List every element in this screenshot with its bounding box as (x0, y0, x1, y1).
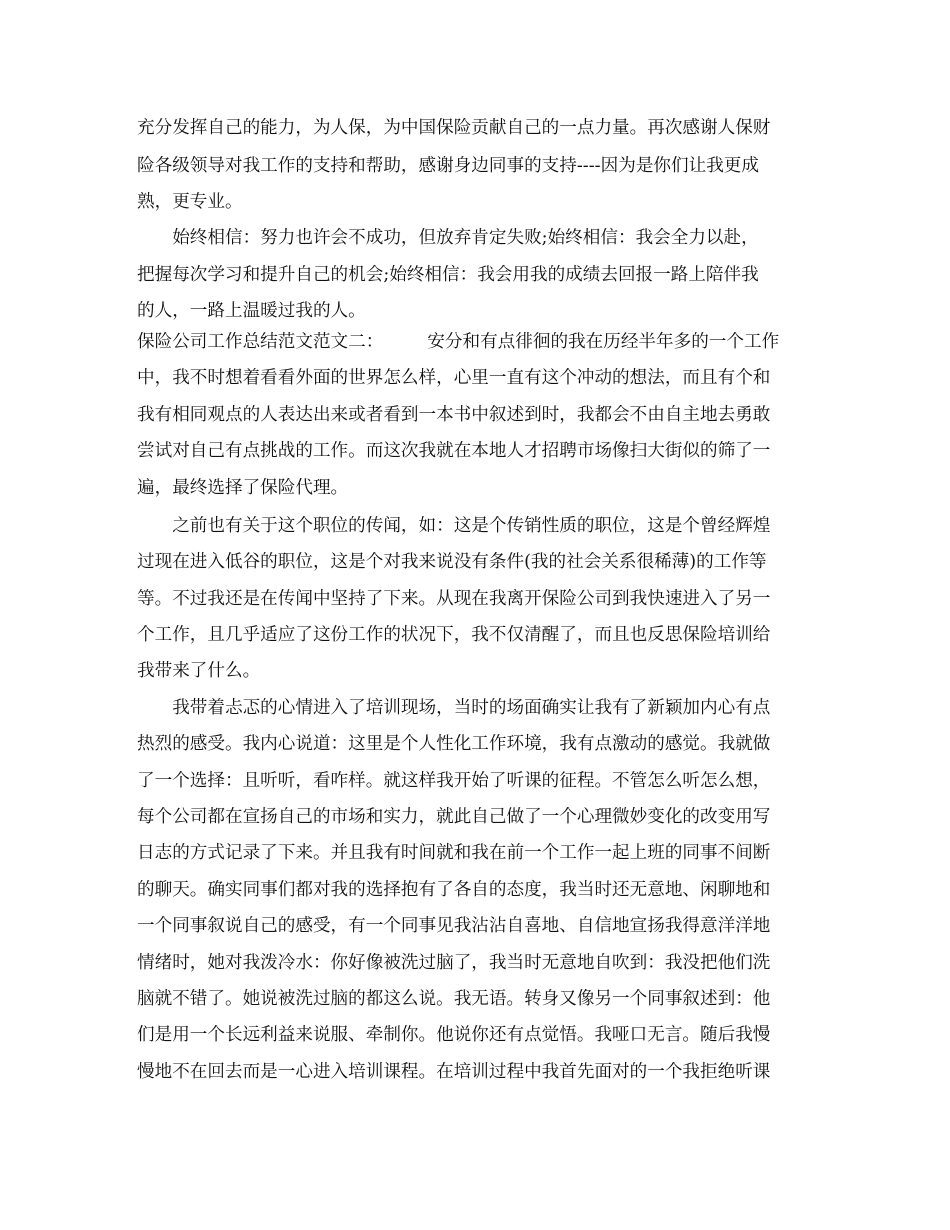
text-line: 我有相同观点的人表达出来或者看到一本书中叙述到时，我都会不由自主地去勇敢 (137, 405, 771, 425)
section-heading-line: 保险公司工作总结范文范文二： 安分和有点徘徊的我在历经半年多的一个工作 (137, 332, 780, 352)
text-line: 慢地不在回去而是一心进入培训课程。在培训过程中我首先面对的一个我拒绝听课 (137, 1062, 771, 1082)
text-line: 的聊天。确实同事们都对我的选择抱有了各自的态度，我当时还无意地、闲聊地和 (137, 880, 771, 900)
text-line: 我带来了什么。 (137, 661, 261, 681)
text-line: 险各级领导对我工作的支持和帮助，感谢身边同事的支持----因为是你们让我更成 (137, 156, 759, 176)
text-line: 个工作，且几乎适应了这份工作的状况下，我不仅清醒了，而且也反思保险培训给 (137, 625, 771, 645)
text-line: 了一个选择：且听听，看咋样。就这样我开始了听课的征程。不管怎么听怎么想， (137, 771, 771, 791)
text-line: 一个同事叙说自己的感受，有一个同事见我沾沾自喜地、自信地宣扬我得意洋洋地 (137, 916, 771, 936)
text-line: 充分发挥自己的能力，为人保，为中国保险贡献自己的一点力量。再次感谢人保财 (137, 118, 771, 138)
text-line: 等。不过我还是在传闻中坚持了下来。从现在我离开保险公司到我快速进入了另一 (137, 589, 771, 609)
text-line: 热烈的感受。我内心说道：这里是个人性化工作环境，我有点激动的感觉。我就做 (137, 734, 771, 754)
text-line: 每个公司都在宣扬自己的市场和实力，就此自己做了一个心理微妙变化的改变用写 (137, 807, 771, 827)
text-line: 始终相信：努力也许会不成功，但放弃肯定失败;始终相信：我会全力以赴， (137, 228, 759, 248)
text-line: 们是用一个长远利益来说服、牵制你。他说你还有点觉悟。我哑口无言。随后我慢 (137, 1025, 771, 1045)
text-line: 日志的方式记录了下来。并且我有时间就和我在前一个工作一起上班的同事不间断 (137, 843, 771, 863)
text-line: 的人，一路上温暖过我的人。 (137, 301, 366, 321)
text-line: 我带着忐忑的心情进入了培训现场，当时的场面确实让我有了新颖加内心有点 (137, 698, 771, 718)
text-line: 脑就不错了。她说被洗过脑的都这么说。我无语。转身又像另一个同事叙述到：他 (137, 989, 771, 1009)
text-line: 把握每次学习和提升自己的机会;始终相信：我会用我的成绩去回报一路上陪伴我 (137, 265, 759, 285)
text-line: 情绪时，她对我泼冷水：你好像被洗过脑了，我当时无意地自吹到：我没把他们洗 (137, 953, 771, 973)
text-line: 熟，更专业。 (137, 192, 243, 212)
text-line: 尝试对自己有点挑战的工作。而这次我就在本地人才招聘市场像扫大街似的筛了一 (137, 441, 771, 461)
text-line: 中，我不时想着看看外面的世界怎么样，心里一直有这个冲动的想法，而且有个和 (137, 368, 771, 388)
text-line: 过现在进入低谷的职位，这是个对我来说没有条件(我的社会关系很稀薄)的工作等 (137, 552, 767, 572)
text-line: 之前也有关于这个职位的传闻，如：这是个传销性质的职位，这是个曾经辉煌 (137, 516, 771, 536)
text-line: 遍，最终选择了保险代理。 (137, 478, 349, 498)
